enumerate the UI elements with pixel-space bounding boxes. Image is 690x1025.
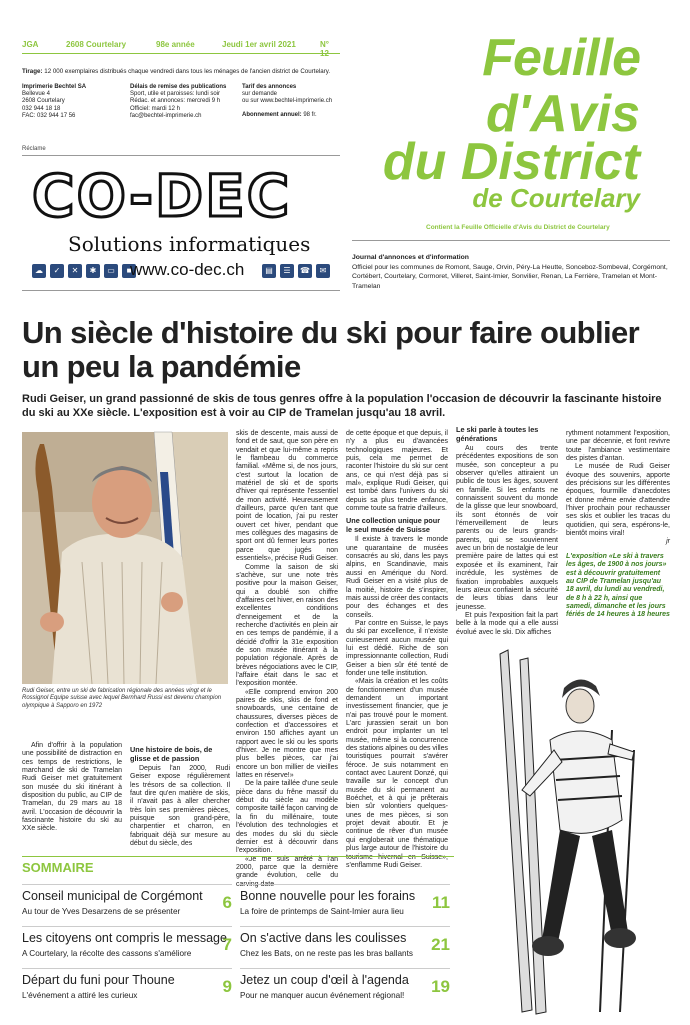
article-headline: Un siècle d'histoire du ski pour faire oublier un peu la pandémie [22,315,640,384]
paragraph: Depuis l'an 2000, Rudi Geiser expose régulièrement les trésors de sa collection. Il faut dire qu'en matière de skis, il n'avait pas à aller chercher très loin ses premières pièces, puisque son grand-père, charpentier et charron, en fabriquait déjà sur mesure au début du siècle, des [130,765,230,848]
deadline-email-link[interactable]: fac@bechtel-imprimerie.ch [130,112,202,119]
issue-info-bar [22,40,340,58]
mail-icon: ✉ [316,264,330,278]
issue-code: JGA [22,40,39,49]
subscription-line [242,112,352,119]
issue-number: N° 12 [320,40,329,58]
codec-url[interactable]: www.co-dec.ch [130,260,245,279]
subscription-label: Abonnement annuel: [242,111,302,118]
photo-caption: Rudi Geiser, entre un ski de fabrication régionale des années vingt et le Rossignol Equipe suisse avec lequel Bernhard Russi est devenu champion olympique à Sapporo en 1972 [22,688,222,709]
sommaire-item-title: Départ du funi pour Thoune [22,973,175,987]
tarif-website-link[interactable]: ou sur www.bechtel-imprimerie.ch [242,98,333,105]
masthead-du-district: du District [382,133,640,191]
cloud-icon: ☁ [32,264,46,278]
masthead-de-courtelary: de Courtelary [472,183,640,213]
sommaire-item-title: Les citoyens ont compris le message [22,931,227,945]
sommaire-item-subtitle: A Courtelary, la récolte des cassons s'améliore [22,949,192,958]
paragraph: Au cours des trente précédentes expositions de son musée, son concepteur a pu observer qu'elles attiraient un public de tous les âges, souvent en famille. Si les enfants ne connaissent souvent du monde de la glisse que leur snowboard, ils sont étonnés de voir l'émerveillement de leurs parents ou de leurs grands-parents, qui se souviennent avec un brin de nostalgie de leur première paire de lattes qui est exposée et ils examinent, l'air incrédule, les systèmes de fixation improbables auxquels leurs aïeux confiaient la sécurité de leurs tibias dans leur jeunesse. [456,445,558,611]
printer-info [22,84,122,120]
masthead-davis: d'Avis [486,85,640,143]
server-icon: ☰ [280,264,294,278]
sommaire-item-title: Jetez un coup d'œil à l'agenda [240,973,409,987]
paragraph: Par contre en Suisse, le pays du ski par excellence, il n'existe curieusement aucun musée qui lui est dédié. Riche de son impressionnante collection, Rudi Geiser a bien sûr été tenté de fonder une telle institution. [346,619,448,677]
issue-date: Jeudi 1er avril 2021 [222,40,296,49]
circulation-text: 12 000 exemplaires distribués chaque vendredi dans tous les ménages de l'ancien district de Courtelary. [44,68,331,75]
printer-line: 2608 Courtelary [22,98,65,105]
codec-advertisement[interactable] [22,160,340,286]
article-column-1 [22,742,122,834]
vintage-skier-illustration [462,640,680,1020]
tools-icon: ✕ [68,264,82,278]
circulation-note [22,68,352,76]
printer-title: Imprimerie Bechtel SA [22,84,87,90]
deadline-line: Sport, utile et paroisses: lundi soir [130,91,221,98]
official-notice: Contient la Feuille Officielle d'Avis du District de Courtelary [426,224,610,231]
rudi-geiser-photo [22,432,228,684]
masthead-feuille: Feuille [482,29,640,87]
paragraph: De la paire taillée d'une seule pièce dans du frêne massif du début du siècle au modèle composite taillé façon carving de la fin du millénaire, toute l'évolution des technologies et des modes du ski du siècle dernier est à découvrir dans l'exposition. [236,780,338,855]
article-column-2 [130,742,230,848]
tarifs-title: Tarif des annonces [242,84,297,90]
issue-place: 2608 Courtelary [66,40,127,49]
monitor-icon: ▭ [104,264,118,278]
ad-top-rule [22,155,340,156]
circulation-label: Tirage: [22,68,43,75]
sommaire-item-subtitle: Chez les Bats, on ne reste pas les bras ballants [240,949,413,958]
issue-year: 98e année [156,40,195,49]
sommaire-title: SOMMAIRE [22,860,94,875]
journal-title: Journal d'annonces et d'information [352,254,469,261]
codec-logo: CO-DEC [32,162,292,230]
sommaire-item[interactable] [240,926,450,964]
sommaire-item[interactable] [22,926,232,964]
phone-icon: ☎ [298,264,312,278]
deadlines-title: Délais de remise des publications [130,84,227,90]
sommaire-item-page: 21 [431,935,450,954]
tarif-line: sur demande [242,91,278,98]
codec-subtitle: Solutions informatiques [68,232,311,256]
printer-line: Bellevue 4 [22,91,51,98]
network-icon: ✱ [86,264,100,278]
sommaire-item[interactable] [22,968,232,1006]
article-column-3 [236,430,338,888]
sommaire-item[interactable] [240,884,450,922]
sommaire-item-subtitle: Au tour de Yves Desarzens de se présenter [22,907,181,916]
sommaire-item-page: 19 [431,977,450,996]
shield-icon: ✓ [50,264,64,278]
deadline-line: Officiel: mardi 12 h [130,105,180,112]
sommaire-item-title: Bonne nouvelle pour les forains [240,889,416,903]
printer-line: FAC: 032 944 17 56 [22,112,76,119]
sommaire-item-page: 7 [222,935,232,954]
sommaire-item-page: 9 [222,977,232,996]
article-column-4 [346,430,448,869]
deadlines-info [130,84,240,120]
signature: jr [666,538,670,546]
subscription-price: 98 fr. [303,111,317,118]
paragraph: Comme la saison de ski s'achève, sur une note très positive pour la maison Geiser, qui a doublé son chiffre d'affaires cet hiver, en raison des excellentes conditions d'enneigement et de la recherche d'activités en plein air en ces temps de pandémie, il a décidé d'offrir la 31e exposition de son musée itinérant à la population régionale. Après de brèves négociations avec le CIP, l'affaire était dans le sac et l'exposition montée. [236,563,338,688]
codec-service-icons [32,264,136,278]
printer-line: 032 944 18 18 [22,105,61,112]
sommaire-item-subtitle: Pour ne manquer aucun événement régional! [240,991,405,1000]
article-lead: Rudi Geiser, un grand passionné de skis de tous genres offre à la population l'occasion de découvrir la fascinante histoire du ski au XXe siècle. L'exposition est à voir au CIP de Tramelan jusqu'au 18 avril. [22,393,662,419]
lock-icon: ■ [122,264,136,278]
paragraph: Et puis l'exposition fait la part belle à la mode qui a elle aussi évolué avec le ski. Dix affiches [456,611,558,636]
deadline-line: Rédac. et annonces: mercredi 9 h [130,98,221,105]
sommaire-item[interactable] [22,884,232,922]
sommaire-item[interactable] [240,968,450,1006]
sommaire-item-page: 11 [432,893,450,912]
skier-drawing [462,640,680,1020]
subheading: Une collection unique pour le seul musée de Suisse [346,516,441,534]
paragraph: Le musée de Rudi Geiser évoque des souvenirs, apporte des précisions sur les différentes époques, fourmille d'anecdotes et donne même envie d'attendre l'hiver prochain pour rechausser ses skis et oublier les tracas du quotidien, qui sera, espérons-le, bientôt moins viral! [566,463,670,538]
paragraph: skis de descente, mais aussi de fond et de saut, que son père en vendait et que lui-même a repris le flambeau du commerce familial. «Même si, de nos jours, c'est surtout la location de matériel de ski et de sports d'hiver qui représente l'essentiel de mon activité. Heureusement d'ailleurs, parce qu'en tant que point de location, j'ai pu rester ouvert cet hiver, pendant que mes collègues des magasins de sport ont dû fermer leurs portes parce que jugés non essentiels», précise Rudi Geiser. [236,430,338,563]
photo-illustration [22,432,228,684]
sommaire-item-title: On s'active dans les coulisses [240,931,407,945]
paragraph: «Mais la création et les coûts de fonctionnement d'un musée demandent un important investissement financier, que je n'ai pas trouvé pour le moment. L'arc jurassien serait un bon endroit pour implanter un tel musée, même si la concurrence des stations alpines ou des villes touristiques pourrait s'avérer féroce. Je suis notamment en contact avec Laurent Donzé, qui travaille sur le concept d'un musée du ski permanent au Boéchet, et à qui je prêterais bien sûr volontiers quelques-unes de mes pièces, si son projet devait aboutir. Et je continue de rêver d'un musée qui engloberait une thématique plus large autour de l'histoire du tourisme hivernal en Suisse», s'enflamme Rudi Geiser. [346,678,448,869]
article-column-6 [566,430,670,650]
sommaire-item-subtitle: L'événement a attiré les curieux [22,991,138,1000]
subheading: Une histoire de bois, de glisse et de passion [130,745,213,763]
reclame-label: Réclame [22,146,46,152]
paragraph: Il existe à travers le monde une quarantaine de musées consacrés au ski, dans les pays alpins, en Scandinavie, mais aussi en Amérique du Nord. Rudi Geiser en a visité plus de la moitié, histoire de s'inspirer, mais aussi de créer des contacts pour des échanges et des conseils. [346,536,448,619]
article-column-5 [456,426,558,646]
journal-text: Officiel pour les communes de Romont, Sauge, Orvin, Péry-La Heutte, Sonceboz-Sombeval, Corgémont, Cortébert, Courtelary, Cormoret, Villeret, Saint-Imier, Sonvilier, Renan, La Ferrière, Tramelan et Mont-Tramelan [352,263,668,290]
paragraph: Afin d'offrir à la population une possibilité de distraction en ces temps de restrictions, le marchand de ski de Tramelan Rudi Geiser met gratuitement son musée du ski itinérant à disposition du public, au CIP de Tramelan, du 29 mars au 18 avril. L'occasion de découvrir la fascinante histoire du ski au XXe siècle. [22,742,122,833]
sommaire-item-page: 6 [222,893,232,912]
subheading: Le ski parle à toutes les générations [456,425,539,443]
codec-service-icons-right [262,264,330,278]
tarifs-info [242,84,352,119]
sommaire-item-title: Conseil municipal de Corgémont [22,889,203,903]
paragraph: de cette époque et que depuis, il n'y a plus eu d'avancées technologiques majeures. Et puis, cela me permet de raconter l'histoire du ski sur cent ans, ce qui n'est déjà pas si mal», explique Rudi Geiser, qui est tombé dans l'univers du ski depuis sa plus tendre enfance, comme toute sa fratrie d'ailleurs. [346,430,448,513]
paragraph: «Je me suis arrêté à l'an 2000, parce que la dernière grande évolution, celle du carving date [236,855,338,888]
exhibition-info: L'exposition «Le ski à travers les âges, de 1900 à nos jours» est à découvrir gratuitement au CIP de Tramelan jusqu'au 18 avril, du lundi au vendredi, de 8 h à 22 h, ainsi que samedi, dimanche et les jours fériés de 14 heures à 18 heures [566,552,670,619]
sommaire-rule [22,856,454,857]
paragraph: «Elle comprend environ 200 paires de skis, skis de fond et snowboards, une centaine de chaussures, diverses pièces de confection et d'accessoires et environ 150 affiches ayant un rapport avec le ski ou les sports d'hiver. Je ne montre que mes plus belles pièces, car j'ai encore un bon millier de vieilles lattes en réserve!» [236,688,338,780]
paragraph: rythment notamment l'exposition, une par décennie, et font revivre toute l'ambiance vestimentaire des pistes d'antan. [566,430,670,463]
ad-bottom-rule [22,290,340,291]
journal-description [352,240,670,291]
sommaire-item-subtitle: La foire de printemps de Saint-Imier aura lieu [240,907,404,916]
printer-icon: ▤ [262,264,276,278]
